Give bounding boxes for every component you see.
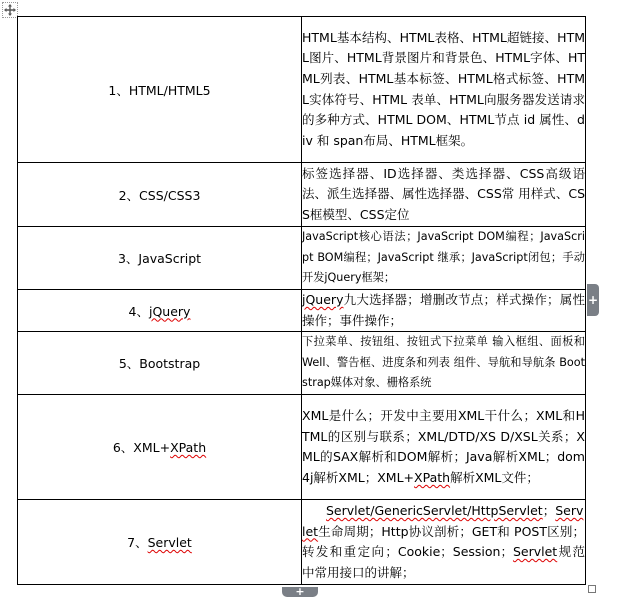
content-cell (302, 290, 586, 332)
spellcheck-word: jQuery (302, 292, 344, 307)
spellcheck-word: jQuery (148, 303, 191, 319)
table-row (18, 17, 586, 163)
content-text: 生命周期；Http协议剖析；GET和 POST区别；转发和重定向；Cookie；Session； (302, 523, 585, 560)
spellcheck-word: Servlet (512, 544, 558, 560)
table-row (18, 332, 586, 395)
topic-cell (18, 500, 302, 585)
table-row (18, 500, 586, 585)
content-cell: HTML基本结构、HTML表格、HTML超链接、HTML图片、HTML背景图片和背景色、HTML字体、HTML列表、HTML基本标签、HTML格式标签、HTML实体符号、HTML 表单、HTML向服务器发送请求的多种方式、HTML DOM、HTML节点 id 属性、div 和 span布局、HTML框架。 (302, 17, 586, 163)
topic-prefix: 6、XML+ (112, 440, 171, 456)
course-table (17, 16, 586, 585)
topic-cell (18, 290, 302, 332)
content-text: 解析XML文件； (450, 469, 539, 485)
topic-prefix: 7、 (127, 535, 148, 551)
content-cell: 标签选择器、ID选择器、类选择器、CSS高级语法、派生选择器、属性选择器、CSS常 用样式、CSS框模型、CSS定位 (302, 163, 586, 227)
spellcheck-word: XPath (170, 440, 207, 456)
table-row (18, 163, 586, 227)
content-cell (302, 500, 586, 585)
topic-cell: 2、CSS/CSS3 (18, 163, 302, 227)
content-text: 九大选择器；增删改节点；样式操作；属性操作；事件操作； (302, 292, 585, 328)
content-text: ； (542, 503, 556, 518)
content-cell: 下拉菜单、按钮组、按钮式下拉菜单 输入框组、面板和Well、警告框、进度条和列表 组件、导航和导航条 Bootstrap媒体对象、栅格系统 (302, 332, 586, 395)
content-text: 规范中常用接口的讲解； (302, 544, 585, 580)
spellcheck-word: Servlet/GenericServlet/HttpServlet (326, 503, 543, 518)
content-cell (302, 395, 586, 500)
move-arrows-icon (3, 3, 17, 17)
spellcheck-word: Servlet (302, 503, 584, 539)
topic-cell (18, 395, 302, 500)
spellcheck-word: Servlet (147, 535, 192, 551)
table-move-handle[interactable] (2, 2, 18, 18)
topic-prefix: 4、 (128, 303, 149, 319)
add-row-button[interactable]: + (282, 587, 318, 597)
topic-cell: 5、Bootstrap (18, 332, 302, 395)
spellcheck-word: XPath (414, 469, 451, 485)
content-cell: JavaScript核心语法；JavaScript DOM编程；JavaScript BOM编程；JavaScript 继承；JavaScript闭包；手动开发jQuery框架； (302, 227, 586, 290)
table-row (18, 395, 586, 500)
table-resize-handle[interactable] (588, 585, 596, 593)
table-row (18, 290, 586, 332)
table-row (18, 227, 586, 290)
content-text: XML是什么；开发中主要用XML干什么；XML和HTML的区别与联系；XML/DTD/XS D/XSL关系；XML的SAX解析和DOM解析；Java解析XML；dom4j解析XML；XML+ (302, 408, 585, 485)
topic-cell: 3、JavaScript (18, 227, 302, 290)
add-column-button[interactable]: + (587, 284, 599, 316)
topic-cell: 1、HTML/HTML5 (18, 17, 302, 163)
